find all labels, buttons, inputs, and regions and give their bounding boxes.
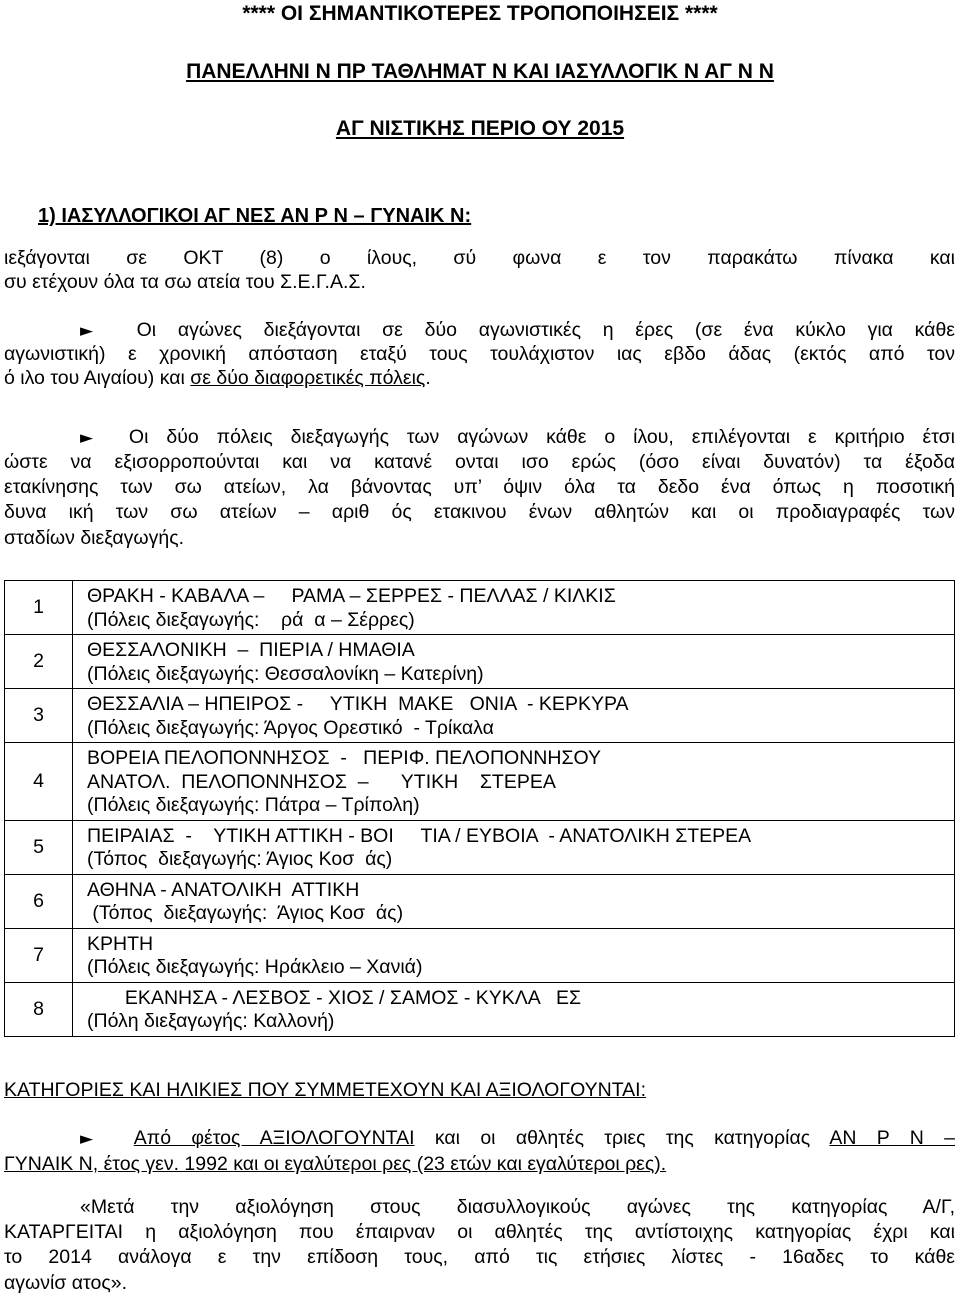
intro-text-1: ιεξάγονται σε ΟΚΤ (8) ο ίλους, σύ φωνα ε τον παρακάτω πίνακα και bbox=[4, 247, 955, 269]
section2-p1-line-1 bbox=[4, 1127, 955, 1152]
groups-table bbox=[4, 580, 955, 1037]
group-line: ΑΝΑΤΟΛ. ΠΕΛΟΠΟΝΝΗΣΟΣ – ΥΤΙΚΗ ΣΤΕΡΕΑ bbox=[87, 770, 556, 793]
group-number: 3 bbox=[5, 689, 73, 743]
table-row bbox=[5, 743, 955, 821]
group-line: ΠΕΙΡΑΙΑΣ - ΥΤΙΚΗ ΑΤΤΙΚΗ - ΒΟΙ ΤΙΑ / ΕΥΒΟΙΑ - ΑΝΑΤΟΛΙΚΗ ΣΤΕΡΕΑ bbox=[87, 824, 752, 847]
group-line: (Τόπος διεξαγωγής: Άγιος Κοσ άς) bbox=[87, 848, 393, 870]
para1-text-3a: ό ιλο του Αιγαίου) και bbox=[4, 367, 191, 389]
subtitle-line-1: ΠΑΝΕΛΛΗΝΙ Ν ΠΡ ΤΑΘΛΗΜΑΤ Ν ΚΑΙ ΙΑΣΥΛΛΟΓΙΚ Ν ΑΓ Ν Ν bbox=[186, 60, 774, 83]
group-details bbox=[73, 689, 955, 743]
s2-text-1c: ΑΝ Ρ Ν – bbox=[829, 1127, 956, 1149]
group-line: (Πόλεις διεξαγωγής: ρά α – Σέρρες) bbox=[87, 608, 415, 631]
para1-text-2: αγωνιστική) ε χρονική απόσταση εταξύ τους τουλάχιστον ιας εβδο άδας (εκτός από τον bbox=[4, 343, 955, 365]
group-line: (Πόλη διεξαγωγής: Καλλονή) bbox=[87, 1010, 335, 1032]
section2-p2-line-1 bbox=[4, 1196, 955, 1220]
group-details bbox=[73, 581, 955, 635]
para2-line-5: σταδίων διεξαγωγής. bbox=[4, 527, 185, 549]
para1-text-1: Οι αγώνες διεξάγονται σε δύο αγωνιστικές η έρες (σε ένα κύκλο για κάθε bbox=[136, 319, 955, 341]
para1-text-3b: σε δύο διαφορετικές πόλεις bbox=[190, 367, 426, 389]
group-details bbox=[73, 820, 955, 874]
group-line: (Πόλεις διεξαγωγής: Πάτρα – Τρίπολη) bbox=[87, 794, 420, 816]
table-row bbox=[5, 928, 955, 982]
group-number: 6 bbox=[5, 874, 73, 928]
group-line: ΚΡΗΤΗ bbox=[87, 932, 154, 955]
section2-p2-line-2 bbox=[4, 1221, 955, 1245]
group-line: (Πόλεις διεξαγωγής: Ηράκλειο – Χανιά) bbox=[87, 956, 423, 978]
s2-p2-text-2: ΚΑΤΑΡΓΕΙΤΑΙ η αξιολόγηση που έπαιρναν οι αθλητές της αντίστοιχης κατηγορίας έχρι και bbox=[4, 1221, 955, 1243]
group-details bbox=[73, 982, 955, 1036]
s2-p2-text-1: «Μετά την αξιολόγηση στους διασυλλογικούς αγώνες της κατηγορίας Α/Γ, bbox=[80, 1196, 955, 1218]
bullet-arrow-icon: ► bbox=[80, 1129, 94, 1149]
bullet-arrow-icon: ► bbox=[80, 321, 94, 341]
group-line: ΑΘΗΝΑ - ΑΝΑΤΟΛΙΚΗ ΑΤΤΙΚΗ bbox=[87, 878, 360, 901]
page-title: **** ΟΙ ΣΗΜΑΝΤΙΚΟΤΕΡΕΣ ΤΡΟΠΟΠΟΙΗΣΕΙΣ **** bbox=[242, 2, 718, 25]
section-heading-2: ΚΑΤΗΓΟΡΙΕΣ ΚΑΙ ΗΛΙΚΙΕΣ ΠΟΥ ΣΥΜΜΕΤΕΧΟΥΝ ΚΑΙ ΑΞΙΟΛΟΓΟΥΝΤΑΙ: bbox=[4, 1079, 647, 1101]
s2-text-2c: και οι εγαλύτεροι ρες (23 ετών και εγαλύτεροι ρες). bbox=[233, 1153, 667, 1175]
para2-line-1 bbox=[4, 426, 955, 451]
table-row bbox=[5, 874, 955, 928]
para1-line-3 bbox=[4, 367, 431, 389]
para2-text-3: ετακίνησης των σω ατείων, λα βάνοντας υπ’ όψιν όλα τα δεδο ένα όπως η ποσοτική bbox=[4, 476, 955, 498]
para2-line-3 bbox=[4, 476, 955, 500]
group-line: (Πόλεις διεξαγωγής: Άργος Ορεστικό - Τρίκαλα bbox=[87, 716, 494, 739]
table-row bbox=[5, 820, 955, 874]
para2-line-4 bbox=[4, 501, 955, 525]
para1-text-3c: . bbox=[425, 367, 431, 389]
intro-line-2: συ ετέχουν όλα τα σω ατεία του Σ.Ε.Γ.Α.Σ. bbox=[4, 271, 366, 293]
para2-text-4: δυνα ική των σω ατείων – αριθ ός ετακινου ένων αθλητών και οι προδιαγραφές των bbox=[4, 501, 955, 523]
group-details bbox=[73, 928, 955, 982]
group-number: 2 bbox=[5, 635, 73, 689]
table-row bbox=[5, 581, 955, 635]
group-number: 8 bbox=[5, 982, 73, 1036]
para2-text-1: Οι δύο πόλεις διεξαγωγής των αγώνων κάθε ο ίλου, επιλέγονται ε κριτήριο έτσι bbox=[128, 426, 955, 448]
para1-line-1 bbox=[4, 319, 955, 344]
group-details bbox=[73, 874, 955, 928]
section2-p2-line-3 bbox=[4, 1246, 955, 1270]
intro-line-1 bbox=[4, 247, 955, 271]
group-line: (Τόπος διεξαγωγής: Άγιος Κοσ άς) bbox=[87, 902, 404, 924]
s2-text-2a: ΓΥΝΑΙΚ Ν bbox=[4, 1153, 93, 1175]
group-line: ΘΕΣΣΑΛΟΝΙΚΗ – ΠΙΕΡΙΑ / ΗΜΑΘΙΑ bbox=[87, 639, 415, 661]
section2-p2-line-4: αγωνίσ ατος». bbox=[4, 1272, 127, 1294]
s2-text-1b: και οι αθλητές τριες της κατηγορίας bbox=[414, 1127, 830, 1149]
s2-text-1a: Από φέτος ΑΞΙΟΛΟΓΟΥΝΤΑΙ bbox=[133, 1127, 415, 1149]
group-line: ΕΚΑΝΗΣΑ - ΛΕΣΒΟΣ - ΧΙΟΣ / ΣΑΜΟΣ - ΚΥΚΛΑ ΕΣ bbox=[87, 986, 582, 1009]
group-line: ΘΡΑΚΗ - ΚΑΒΑΛΑ – ΡΑΜΑ – ΣΕΡΡΕΣ - ΠΕΛΛΑΣ / ΚΙΛΚΙΣ bbox=[87, 585, 616, 607]
para1-line-2 bbox=[4, 343, 955, 367]
group-details bbox=[73, 743, 955, 821]
group-line: ΒΟΡΕΙΑ ΠΕΛΟΠΟΝΝΗΣΟΣ - ΠΕΡΙΦ. ΠΕΛΟΠΟΝΝΗΣΟΥ bbox=[87, 747, 602, 769]
s2-text-2b: , έτος γεν. 1992 bbox=[92, 1153, 234, 1175]
bullet-arrow-icon: ► bbox=[80, 428, 94, 448]
group-line: ΘΕΣΣΑΛΙΑ – ΗΠΕΙΡΟΣ - ΥΤΙΚΗ ΜΑΚΕ ΟΝΙΑ - ΚΕΡΚΥΡΑ bbox=[87, 693, 629, 715]
group-number: 7 bbox=[5, 928, 73, 982]
s2-p2-text-3: το 2014 ανάλογα ε την επίδοση τους, από τις ετήσιες λίστες - 16αδες το κάθε bbox=[4, 1246, 955, 1268]
subtitle-line-2: ΑΓ ΝΙΣΤΙΚΗΣ ΠΕΡΙΟ ΟΥ 2015 bbox=[335, 117, 625, 140]
group-line: (Πόλεις διεξαγωγής: Θεσσαλονίκη – Κατερίνη) bbox=[87, 662, 484, 685]
section-heading-1: 1) ΙΑΣΥΛΛΟΓΙΚΟΙ ΑΓ ΝΕΣ ΑΝ Ρ Ν – ΓΥΝΑΙΚ Ν: bbox=[38, 205, 472, 227]
para2-line-2 bbox=[4, 451, 955, 475]
table-row bbox=[5, 689, 955, 743]
group-number: 4 bbox=[5, 743, 73, 821]
group-number: 5 bbox=[5, 820, 73, 874]
table-row bbox=[5, 982, 955, 1036]
section2-p1-line-2 bbox=[4, 1153, 666, 1175]
table-row bbox=[5, 635, 955, 689]
group-number: 1 bbox=[5, 581, 73, 635]
para2-text-2: ώστε να εξισορροπούνται και να κατανέ ονται ισο ερώς (όσο είναι δυνατόν) τα έξοδα bbox=[4, 451, 955, 473]
group-details bbox=[73, 635, 955, 689]
